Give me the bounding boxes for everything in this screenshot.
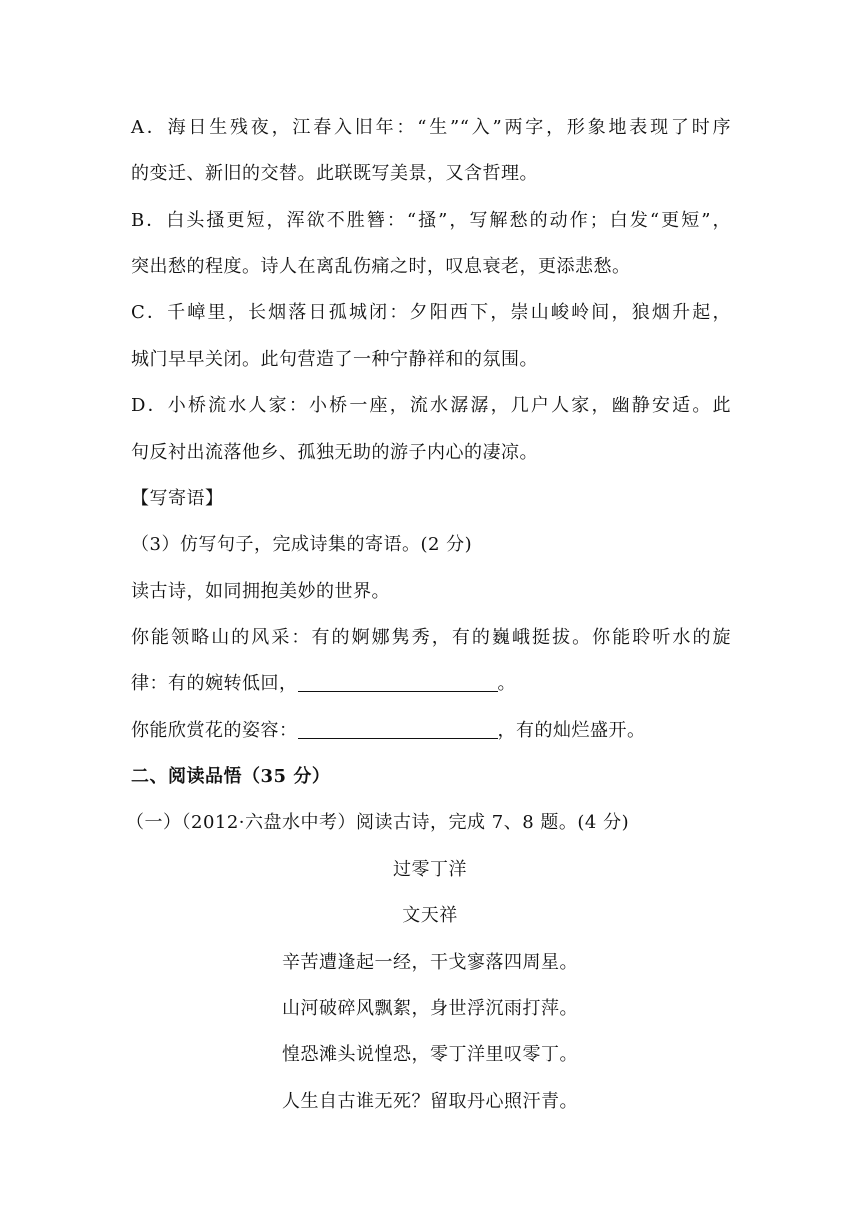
poem-title: 过零丁洋 [393,859,467,880]
option-a-line-2: 的变迁、新旧的交替。此联既写美景，又含哲理。 [131,163,538,184]
section-two-heading: 二、阅读品悟（35 分） [131,766,331,787]
write-line-2-suffix: 。 [497,673,516,694]
section-two-subheading: （一）（2012·六盘水中考）阅读古诗，完成 7、8 题。(4 分) [126,812,630,833]
poem-line-2: 山河破碎风飘絮，身世浮沉雨打萍。 [282,998,578,1019]
write-line-3-suffix: ，有的灿烂盛开。 [497,720,646,741]
option-c-line-2: 城门早早关闭。此句营造了一种宁静祥和的氛围。 [131,349,538,370]
write-line-3-prefix: 你能欣赏花的姿容： [131,720,298,741]
poem-line-4: 人生自古谁无死？留取丹心照汗青。 [282,1091,578,1112]
answer-blank-1[interactable] [298,671,498,692]
answer-blank-2[interactable] [298,718,498,739]
option-c-line-1: C．千嶂里，长烟落日孤城闭：夕阳西下，崇山峻岭间，狼烟升起， [131,302,731,323]
option-d-line-2: 句反衬出流落他乡、孤独无助的游子内心的凄凉。 [131,442,538,463]
question-3: （3）仿写句子，完成诗集的寄语。(2 分) [131,534,473,555]
write-line-2 [131,671,731,697]
poem-author: 文天祥 [402,905,458,926]
poem-line-1: 辛苦遭逢起一经，干戈寥落四周星。 [282,952,578,973]
option-d-line-1: D．小桥流水人家：小桥一座，流水潺潺，几户人家，幽静安适。此 [131,395,731,416]
poem-line-3: 惶恐滩头说惶恐，零丁洋里叹零丁。 [282,1044,578,1065]
option-b-line-2: 突出愁的程度。诗人在离乱伤痛之时，叹息衰老，更添悲愁。 [131,256,631,277]
section-write-heading: 【写寄语】 [131,488,224,509]
option-b-line-1: B．白头搔更短，浑欲不胜簪：“搔”，写解愁的动作；白发“更短”， [131,210,731,231]
write-line-2-prefix: 律：有的婉转低回， [131,673,298,694]
write-line-1: 你能领略山的风采：有的婀娜隽秀，有的巍峨挺拔。你能聆听水的旋 [131,627,731,648]
write-line-3 [131,718,731,744]
write-intro: 读古诗，如同拥抱美妙的世界。 [131,581,390,602]
option-a-line-1: A．海日生残夜，江春入旧年：“生”“入”两字，形象地表现了时序 [131,117,731,138]
